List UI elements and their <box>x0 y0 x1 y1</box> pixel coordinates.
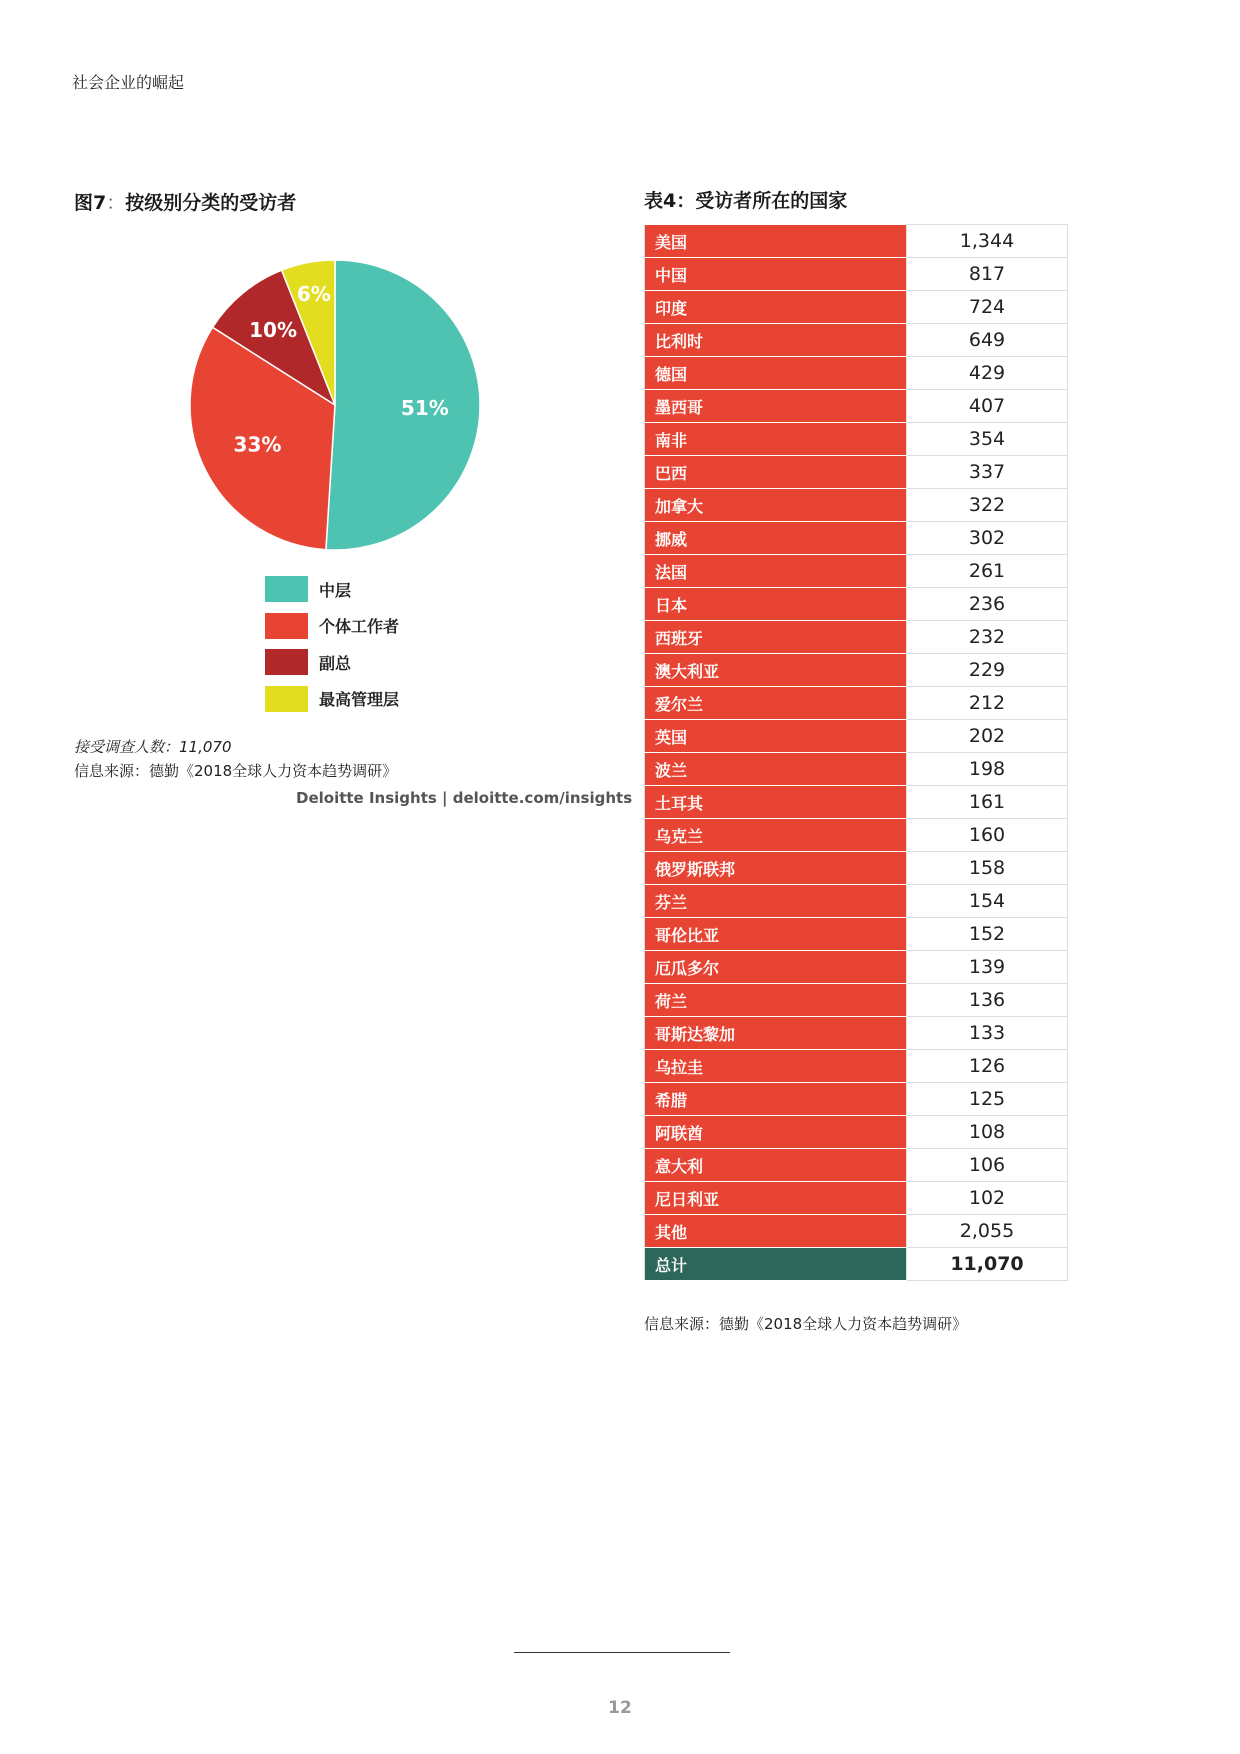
table-row <box>645 588 1068 621</box>
country-name: 比利时 <box>645 324 907 357</box>
figure-title-separator: ： <box>106 192 126 214</box>
country-name: 澳大利亚 <box>645 654 907 687</box>
country-name: 尼日利亚 <box>645 1182 907 1215</box>
country-name: 希腊 <box>645 1083 907 1116</box>
pie-slice-label: 33% <box>233 432 282 457</box>
table-row <box>645 885 1068 918</box>
table-row <box>645 1215 1068 1248</box>
table-row <box>645 621 1068 654</box>
table-row <box>645 1116 1068 1149</box>
figure-title-text: 按级别分类的受访者 <box>125 192 297 214</box>
table-row <box>645 1083 1068 1116</box>
country-name: 加拿大 <box>645 489 907 522</box>
page-number: 12 <box>608 1698 632 1718</box>
country-count: 232 <box>907 621 1068 654</box>
legend-label: 中层 <box>319 580 352 600</box>
table-row <box>645 1149 1068 1182</box>
country-name: 中国 <box>645 258 907 291</box>
country-name: 墨西哥 <box>645 390 907 423</box>
pie-slice-label: 10% <box>249 318 298 343</box>
figure-sample-note: 接受调查人数：11,070 <box>74 738 232 756</box>
country-count: 261 <box>907 555 1068 588</box>
table-row <box>645 1050 1068 1083</box>
country-count: 152 <box>907 918 1068 951</box>
table-row <box>645 456 1068 489</box>
table-row <box>645 423 1068 456</box>
legend-label: 最高管理层 <box>319 690 400 709</box>
legend-label: 副总 <box>319 653 352 673</box>
legend-item <box>265 686 399 712</box>
country-name: 芬兰 <box>645 885 907 918</box>
legend-swatch <box>265 686 308 712</box>
country-count: 407 <box>907 390 1068 423</box>
country-count: 126 <box>907 1050 1068 1083</box>
country-name: 印度 <box>645 291 907 324</box>
country-count: 133 <box>907 1017 1068 1050</box>
table-row <box>645 225 1068 258</box>
table-row <box>645 489 1068 522</box>
country-name: 挪威 <box>645 522 907 555</box>
table-row <box>645 1182 1068 1215</box>
country-name: 爱尔兰 <box>645 687 907 720</box>
legend-item <box>265 649 399 675</box>
country-name: 阿联酋 <box>645 1116 907 1149</box>
pie-legend <box>265 576 399 722</box>
table-row <box>645 951 1068 984</box>
figure-number: 图7 <box>74 192 107 214</box>
country-name: 西班牙 <box>645 621 907 654</box>
country-name: 德国 <box>645 357 907 390</box>
country-count: 817 <box>907 258 1068 291</box>
country-name: 南非 <box>645 423 907 456</box>
table-total-row <box>645 1248 1068 1281</box>
footer-divider <box>514 1652 730 1653</box>
country-name: 乌克兰 <box>645 819 907 852</box>
pie-chart <box>180 250 490 560</box>
country-count: 724 <box>907 291 1068 324</box>
country-name: 英国 <box>645 720 907 753</box>
country-count: 1,344 <box>907 225 1068 258</box>
country-count: 198 <box>907 753 1068 786</box>
table-row <box>645 324 1068 357</box>
legend-item <box>265 576 399 602</box>
table-row <box>645 522 1068 555</box>
country-name: 巴西 <box>645 456 907 489</box>
country-name: 俄罗斯联邦 <box>645 852 907 885</box>
legend-swatch <box>265 576 308 602</box>
country-count: 102 <box>907 1182 1068 1215</box>
country-table <box>644 224 1068 1281</box>
running-header: 社会企业的崛起 <box>72 73 185 92</box>
country-name: 意大利 <box>645 1149 907 1182</box>
country-count: 429 <box>907 357 1068 390</box>
country-name: 土耳其 <box>645 786 907 819</box>
table-source: 信息来源：德勤《2018全球人力资本趋势调研》 <box>644 1315 968 1333</box>
country-count: 229 <box>907 654 1068 687</box>
table-row <box>645 786 1068 819</box>
pie-slice-label: 51% <box>400 395 449 420</box>
table-row <box>645 291 1068 324</box>
country-table-body <box>645 225 1068 1281</box>
country-count: 125 <box>907 1083 1068 1116</box>
country-name: 法国 <box>645 555 907 588</box>
country-count: 136 <box>907 984 1068 1017</box>
country-count: 2,055 <box>907 1215 1068 1248</box>
country-name: 哥斯达黎加 <box>645 1017 907 1050</box>
country-count: 212 <box>907 687 1068 720</box>
country-count: 649 <box>907 324 1068 357</box>
country-name: 荷兰 <box>645 984 907 1017</box>
country-name: 厄瓜多尔 <box>645 951 907 984</box>
table-row <box>645 687 1068 720</box>
table-row <box>645 918 1068 951</box>
country-count: 160 <box>907 819 1068 852</box>
country-count: 139 <box>907 951 1068 984</box>
table-row <box>645 357 1068 390</box>
figure-title <box>74 188 296 215</box>
legend-item <box>265 613 399 639</box>
country-count: 322 <box>907 489 1068 522</box>
country-count: 108 <box>907 1116 1068 1149</box>
country-count: 202 <box>907 720 1068 753</box>
legend-swatch <box>265 613 308 639</box>
country-count: 236 <box>907 588 1068 621</box>
country-name: 波兰 <box>645 753 907 786</box>
country-count: 106 <box>907 1149 1068 1182</box>
country-name: 其他 <box>645 1215 907 1248</box>
country-count: 302 <box>907 522 1068 555</box>
table-row <box>645 390 1068 423</box>
table-row <box>645 654 1068 687</box>
country-name: 哥伦比亚 <box>645 918 907 951</box>
table-title: 表4：受访者所在的国家 <box>644 190 848 212</box>
country-name: 日本 <box>645 588 907 621</box>
country-count: 161 <box>907 786 1068 819</box>
table-row <box>645 819 1068 852</box>
table-row <box>645 720 1068 753</box>
table-row <box>645 258 1068 291</box>
country-count: 158 <box>907 852 1068 885</box>
country-count: 154 <box>907 885 1068 918</box>
country-count: 354 <box>907 423 1068 456</box>
pie-slice-label: 6% <box>296 281 331 306</box>
country-count: 337 <box>907 456 1068 489</box>
total-label: 总计 <box>645 1248 907 1281</box>
total-count: 11,070 <box>907 1248 1068 1281</box>
figure-source: 信息来源：德勤《2018全球人力资本趋势调研》 <box>74 762 398 780</box>
legend-swatch <box>265 649 308 675</box>
country-name: 美国 <box>645 225 907 258</box>
table-row <box>645 1017 1068 1050</box>
country-name: 乌拉圭 <box>645 1050 907 1083</box>
table-row <box>645 984 1068 1017</box>
figure-credit: Deloitte Insights | deloitte.com/insights <box>296 789 633 807</box>
legend-label: 个体工作者 <box>319 617 400 636</box>
table-row <box>645 753 1068 786</box>
table-row <box>645 555 1068 588</box>
table-row <box>645 852 1068 885</box>
